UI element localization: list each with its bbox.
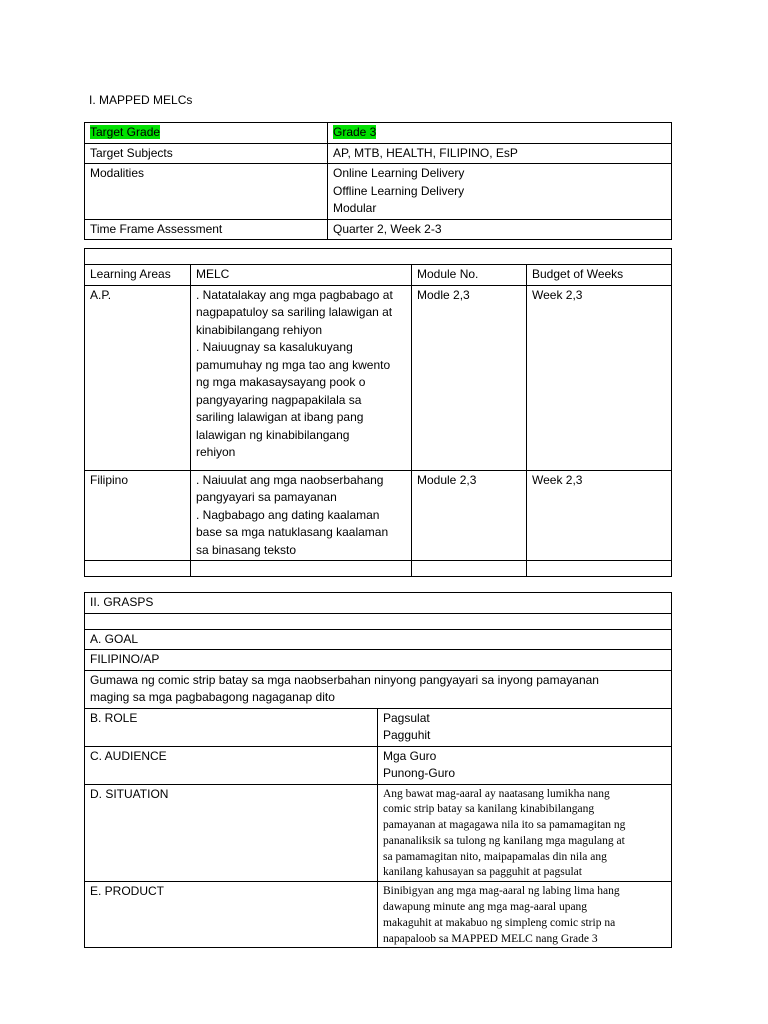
audience-label: C. AUDIENCE [85,746,378,784]
area-filipino: Filipino [85,470,191,561]
target-subjects-label: Target Subjects [85,143,328,164]
product-row [85,882,672,948]
time-frame-value: Quarter 2, Week 2-3 [328,219,672,240]
situation-value: Ang bawat mag-aaral ay naatasang lumikha nang comic strip batay sa kanilang kinabibilangang pamayanan at magagawa nila ito sa pamamagitan ng pananaliksik sa tulong ng kanilang mga magulang at sa pamamagitan nito, maipapamalas din nila ang kanilang kahusayan sa pagguhit at pagsulat [378,784,672,882]
time-frame-label: Time Frame Assessment [85,219,328,240]
melc-ap: . Natatalakay ang mga pagbabago at nagpapatuloy sa sariling lalawigan at kinabibilangang rehiyon . Naiuugnay sa kasalukuyang pamumuhay ng mga tao ang kwento ng mga makasaysayang pook o pangyayaring nagpapakilala sa sariling lalawigan at ibang pang lalawigan ng kinabibilangang rehiyon [191,285,412,470]
info-row-time-frame [85,219,672,240]
header-module-no: Module No. [412,265,527,286]
weeks-filipino: Week 2,3 [527,470,672,561]
goal-text: Gumawa ng comic strip batay sa mga naobserbahan ninyong pangyayari sa inyong pamayanan maging sa mga pagbabagong nagaganap dito [85,670,672,708]
modalities-value: Online Learning Delivery Offline Learning Delivery Modular [328,164,672,220]
melc-header-row [85,265,672,286]
info-row-modalities [85,164,672,220]
melc-spacer-row [85,249,672,265]
modalities-label: Modalities [85,164,328,220]
melc-empty-row [85,561,672,577]
melc-row-filipino [85,470,672,561]
target-subjects-value: AP, MTB, HEALTH, FILIPINO, EsP [328,143,672,164]
goal-subject-row [85,650,672,671]
goal-text-row [85,670,672,708]
grasps-heading: II. GRASPS [85,593,672,614]
situation-label: D. SITUATION [85,784,378,882]
section1-heading: I. MAPPED MELCs [89,93,193,107]
info-table [84,122,672,240]
header-budget-of-weeks: Budget of Weeks [527,265,672,286]
audience-value: Mga Guro Punong-Guro [378,746,672,784]
target-grade-value: Grade 3 [333,125,377,139]
melc-filipino: . Naiuulat ang mga naobserbahang pangyayari sa pamayanan . Nagbabago ang dating kaalaman base sa mga natuklasang kaalaman sa binasang teksto [191,470,412,561]
role-row [85,708,672,746]
header-melc: MELC [191,265,412,286]
audience-row [85,746,672,784]
melc-table [84,248,672,577]
goal-subject: FILIPINO/AP [85,650,672,671]
module-filipino: Module 2,3 [412,470,527,561]
goal-label-row [85,629,672,650]
grasps-spacer-row [85,613,672,629]
area-ap: A.P. [85,285,191,470]
target-grade-label: Target Grade [90,125,161,139]
situation-row [85,784,672,882]
grasps-table [84,592,672,948]
product-value: Binibigyan ang mga mag-aaral ng labing lima hang dawapung minute ang mga mag-aaral upang makaguhit at makabuo ng simpleng comic strip na napapaloob sa MAPPED MELC nang Grade 3 [378,882,672,948]
info-row-target-grade [85,123,672,144]
grasps-heading-row [85,593,672,614]
goal-label: A. GOAL [85,629,672,650]
product-label: E. PRODUCT [85,882,378,948]
module-ap: Modle 2,3 [412,285,527,470]
info-row-target-subjects [85,143,672,164]
weeks-ap: Week 2,3 [527,285,672,470]
melc-row-ap [85,285,672,470]
role-label: B. ROLE [85,708,378,746]
header-learning-areas: Learning Areas [85,265,191,286]
role-value: Pagsulat Pagguhit [378,708,672,746]
